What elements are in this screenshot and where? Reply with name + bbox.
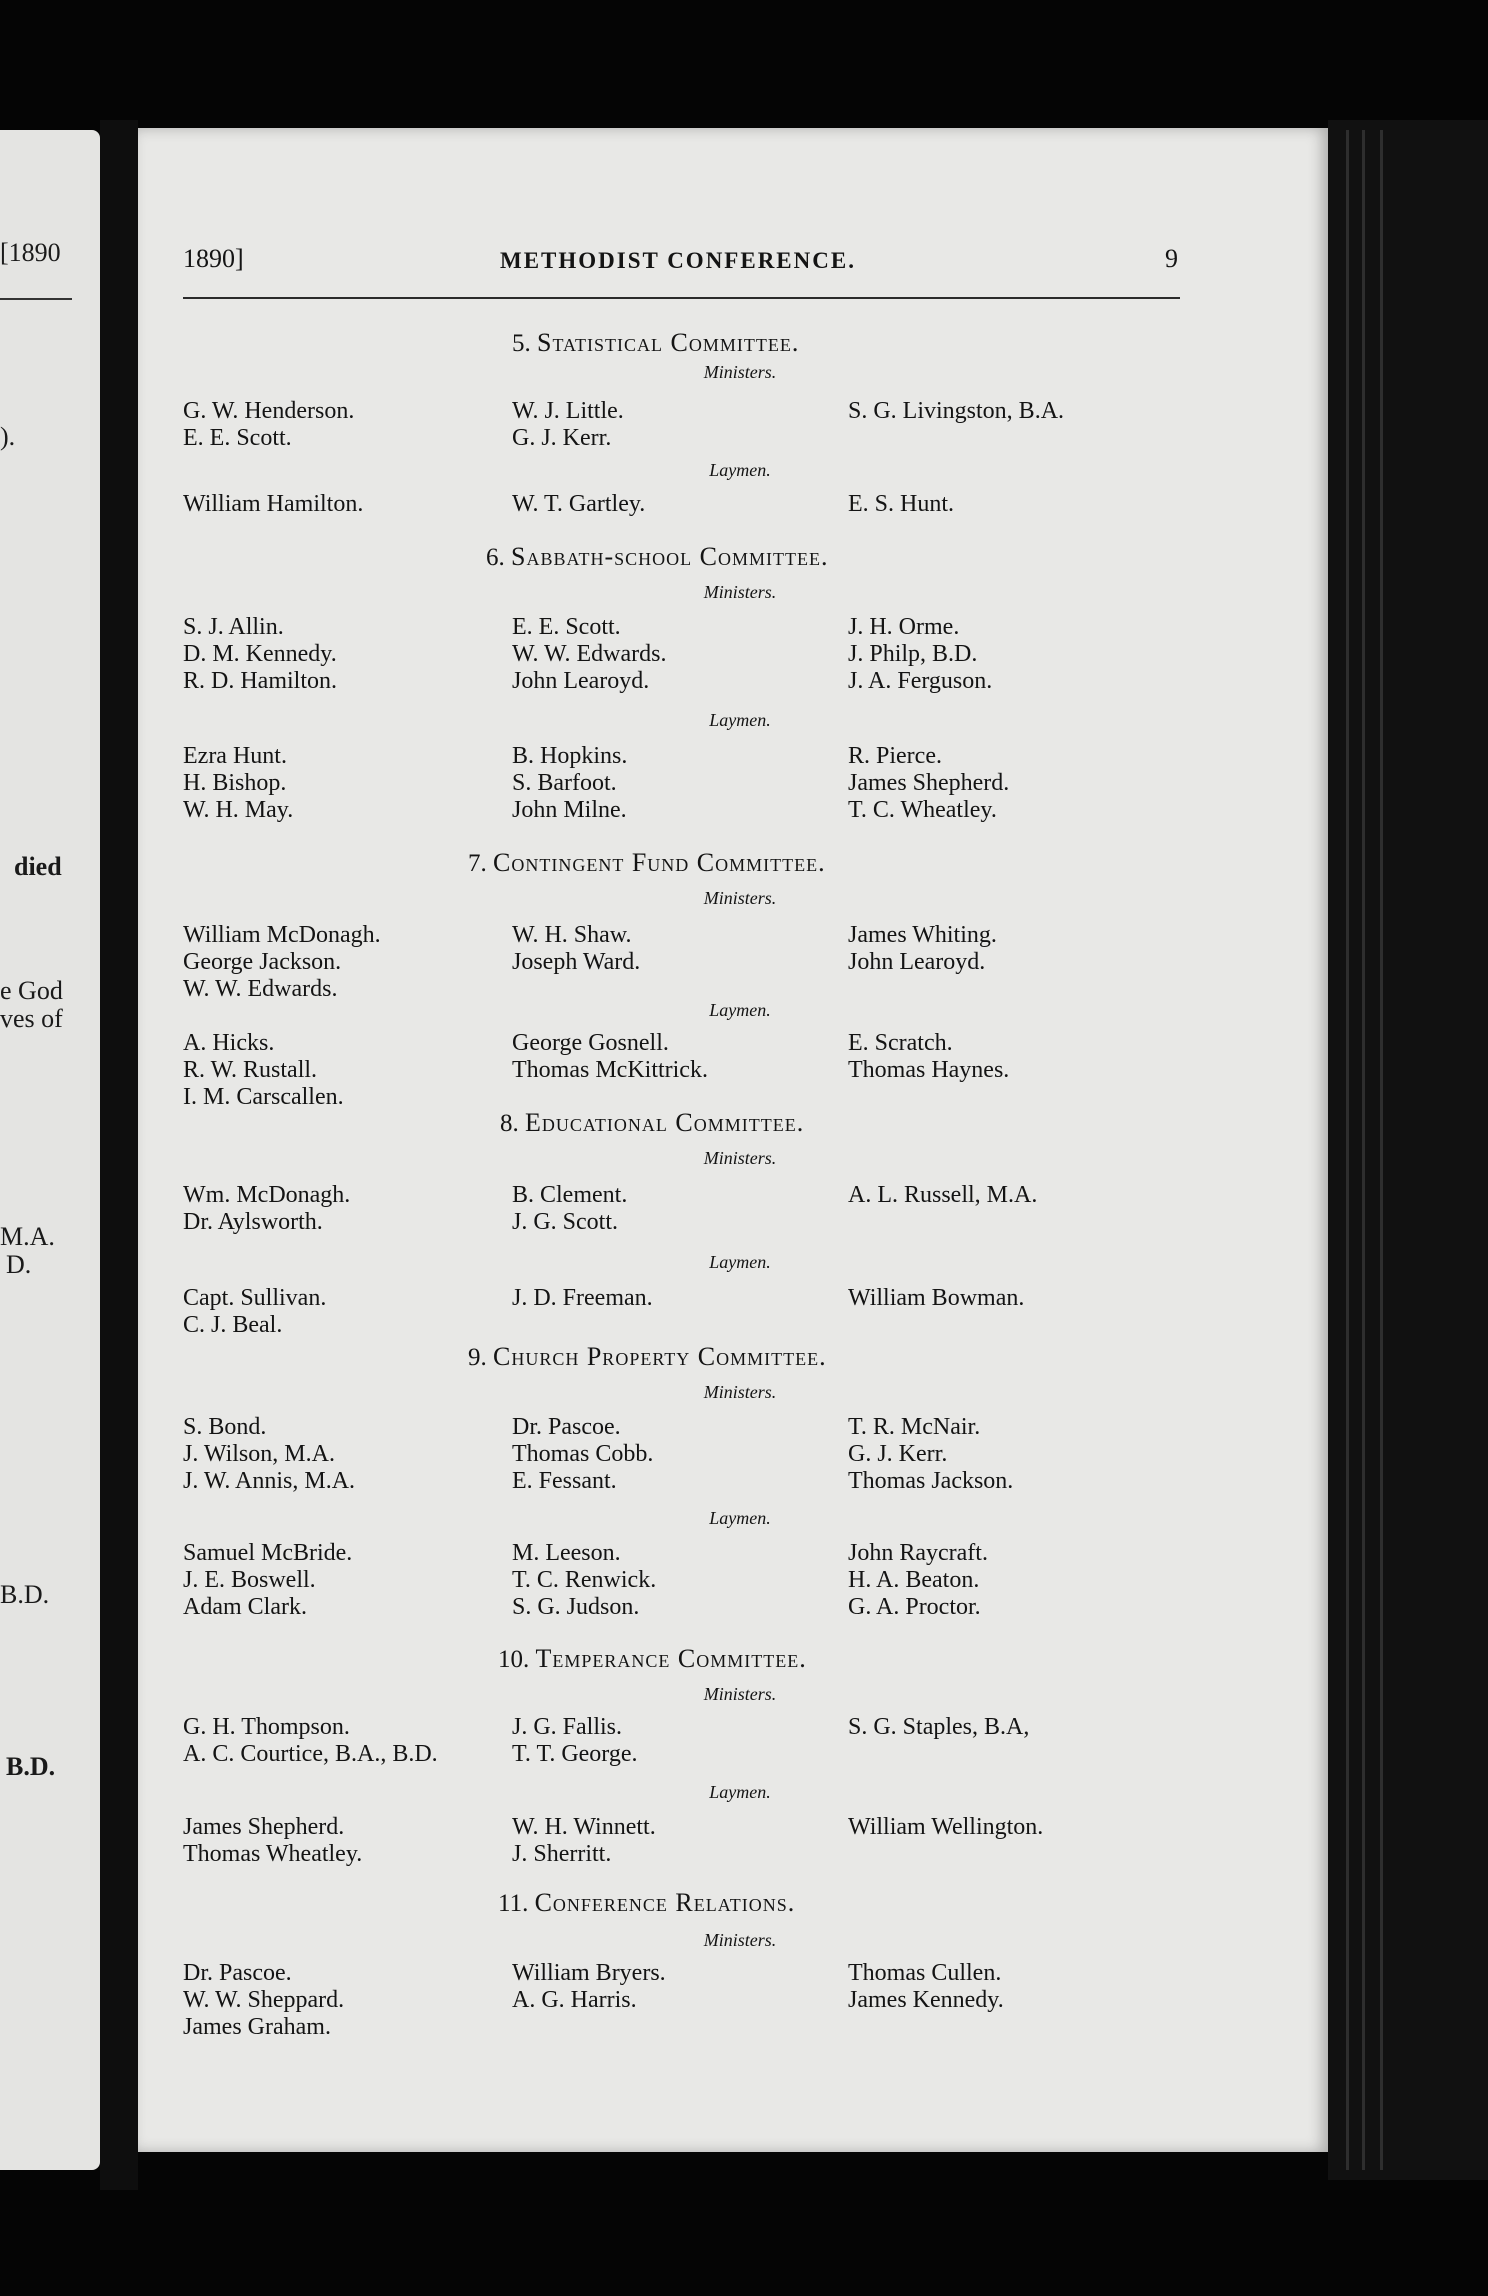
member-name: John Learoyd. [848,949,986,975]
member-name: A. C. Courtice, B.A., B.D. [183,1741,438,1767]
member-name: I. M. Carscallen. [183,1084,344,1110]
member-name: B. Hopkins. [512,743,628,769]
member-name: J. D. Freeman. [512,1285,653,1311]
running-head-title: METHODIST CONFERENCE. [500,248,856,273]
facing-page-fragment: M.A. [0,1222,55,1251]
member-name: D. M. Kennedy. [183,641,337,667]
facing-page-fragment: D. [6,1250,32,1279]
committee-number: 10. [498,1646,536,1673]
member-name: E. Fessant. [512,1468,617,1494]
member-name: John Learoyd. [512,668,650,694]
member-name: G. J. Kerr. [848,1441,948,1467]
member-name: S. G. Livingston, B.A. [848,398,1065,424]
member-name: S. Barfoot. [512,770,617,796]
member-name: W. W. Edwards. [183,976,338,1002]
member-name: W. H. Shaw. [512,922,632,948]
member-name: W. T. Gartley. [512,491,646,517]
member-name: James Shepherd. [848,770,1010,796]
member-name: William Wellington. [848,1814,1044,1840]
member-name: Thomas Cullen. [848,1960,1002,1986]
member-name: W. W. Sheppard. [183,1987,345,2013]
book-spine [1328,120,1488,2180]
member-name: John Raycraft. [848,1540,988,1566]
group-label: Laymen. [709,1000,771,1020]
member-name: S. Bond. [183,1414,267,1440]
member-name: Thomas Cobb. [512,1441,654,1467]
member-name: William Bowman. [848,1285,1025,1311]
committee-heading [486,542,828,572]
member-name: J. Wilson, M.A. [183,1441,335,1467]
facing-page-rule [0,298,72,300]
member-name: Capt. Sullivan. [183,1285,327,1311]
member-name: G. A. Proctor. [848,1594,981,1620]
committee-title: Statistical Committee. [537,328,800,357]
committee-heading [498,1644,807,1674]
member-name: T. R. McNair. [848,1414,981,1440]
group-label: Laymen. [709,1508,771,1528]
member-name: A. G. Harris. [512,1987,637,2013]
member-name: George Gosnell. [512,1030,669,1056]
member-name: G. H. Thompson. [183,1714,350,1740]
committee-title: Contingent Fund Committee. [493,848,826,877]
member-name: M. Leeson. [512,1540,621,1566]
member-name: W. J. Little. [512,398,624,424]
member-name: Thomas Jackson. [848,1468,1014,1494]
member-name: J. E. Boswell. [183,1567,316,1593]
member-name: Thomas McKittrick. [512,1057,708,1083]
member-name: James Kennedy. [848,1987,1004,2013]
member-name: J. H. Orme. [848,614,960,640]
member-name: J. W. Annis, M.A. [183,1468,356,1494]
committee-title: Conference Relations. [534,1888,796,1917]
committee-number: 8. [500,1110,525,1137]
member-name: E. E. Scott. [512,614,621,640]
member-name: E. E. Scott. [183,425,292,451]
member-name: S. G. Judson. [512,1594,640,1620]
member-name: T. T. George. [512,1741,638,1767]
member-name: J. Sherritt. [512,1841,612,1867]
facing-page-fragment: B.D. [6,1752,56,1781]
facing-page-fragment: ). [0,422,16,451]
member-name: Wm. McDonagh. [183,1182,351,1208]
book-gutter [100,120,138,2190]
running-head-year: 1890] [183,244,244,273]
page-number: 9 [1165,244,1178,273]
committee-number: 5. [512,330,537,357]
member-name: Dr. Pascoe. [512,1414,621,1440]
member-name: Samuel McBride. [183,1540,353,1566]
committee-title: Church Property Committee. [493,1342,827,1371]
member-name: R. Pierce. [848,743,942,769]
member-name: A. L. Russell, M.A. [848,1182,1038,1208]
group-label: Ministers. [703,1684,777,1704]
group-label: Ministers. [703,1930,777,1950]
member-name: Dr. Pascoe. [183,1960,292,1986]
committee-heading [468,1342,827,1372]
member-name: William McDonagh. [183,922,381,948]
member-name: T. C. Renwick. [512,1567,657,1593]
member-name: J. G. Scott. [512,1209,619,1235]
member-name: George Jackson. [183,949,342,975]
member-name: Thomas Haynes. [848,1057,1010,1083]
member-name: William Bryers. [512,1960,666,1986]
member-name: R. D. Hamilton. [183,668,337,694]
member-name: W. H. May. [183,797,294,823]
group-label: Laymen. [709,1252,771,1272]
header-rule [183,297,1180,299]
committee-heading [498,1888,795,1918]
member-name: S. G. Staples, B.A, [848,1714,1030,1740]
group-label: Ministers. [703,1382,777,1402]
group-label: Ministers. [703,888,777,908]
member-name: Dr. Aylsworth. [183,1209,323,1235]
committee-number: 11. [498,1890,535,1917]
member-name: Adam Clark. [183,1594,307,1620]
facing-page-year: [1890 [0,238,61,267]
member-name: S. J. Allin. [183,614,284,640]
committee-heading [512,328,799,358]
member-name: Joseph Ward. [512,949,641,975]
committee-title: Educational Committee. [525,1108,805,1137]
member-name: W. W. Edwards. [512,641,667,667]
member-name: W. H. Winnett. [512,1814,656,1840]
member-name: William Hamilton. [183,491,364,517]
committee-number: 6. [486,544,511,571]
committee-heading [500,1108,804,1138]
member-name: G. W. Henderson. [183,398,355,424]
facing-page-fragment: B.D. [0,1580,50,1609]
group-label: Laymen. [709,460,771,480]
group-label: Ministers. [703,362,777,382]
member-name: James Whiting. [848,922,997,948]
member-name: H. A. Beaton. [848,1567,980,1593]
member-name: T. C. Wheatley. [848,797,997,823]
facing-page-fragment: e God [0,976,63,1005]
group-label: Laymen. [709,710,771,730]
member-name: B. Clement. [512,1182,628,1208]
group-label: Ministers. [703,1148,777,1168]
member-name: E. Scratch. [848,1030,953,1056]
member-name: G. J. Kerr. [512,425,612,451]
member-name: E. S. Hunt. [848,491,955,517]
committee-title: Sabbath-school Committee. [511,542,829,571]
member-name: J. Philp, B.D. [848,641,978,667]
member-name: James Shepherd. [183,1814,345,1840]
committee-title: Temperance Committee. [535,1644,807,1673]
committee-number: 9. [468,1344,493,1371]
member-name: Ezra Hunt. [183,743,287,769]
member-name: J. G. Fallis. [512,1714,623,1740]
member-name: R. W. Rustall. [183,1057,318,1083]
member-name: Thomas Wheatley. [183,1841,363,1867]
member-name: C. J. Beal. [183,1312,283,1338]
facing-page-fragment: died [14,852,62,881]
facing-page-fragment: ves of [0,1004,63,1033]
group-label: Laymen. [709,1782,771,1802]
member-name: A. Hicks. [183,1030,275,1056]
group-label: Ministers. [703,582,777,602]
member-name: James Graham. [183,2014,331,2040]
member-name: H. Bishop. [183,770,287,796]
member-name: John Milne. [512,797,627,823]
committee-number: 7. [468,850,493,877]
committee-heading [468,848,826,878]
member-name: J. A. Ferguson. [848,668,993,694]
